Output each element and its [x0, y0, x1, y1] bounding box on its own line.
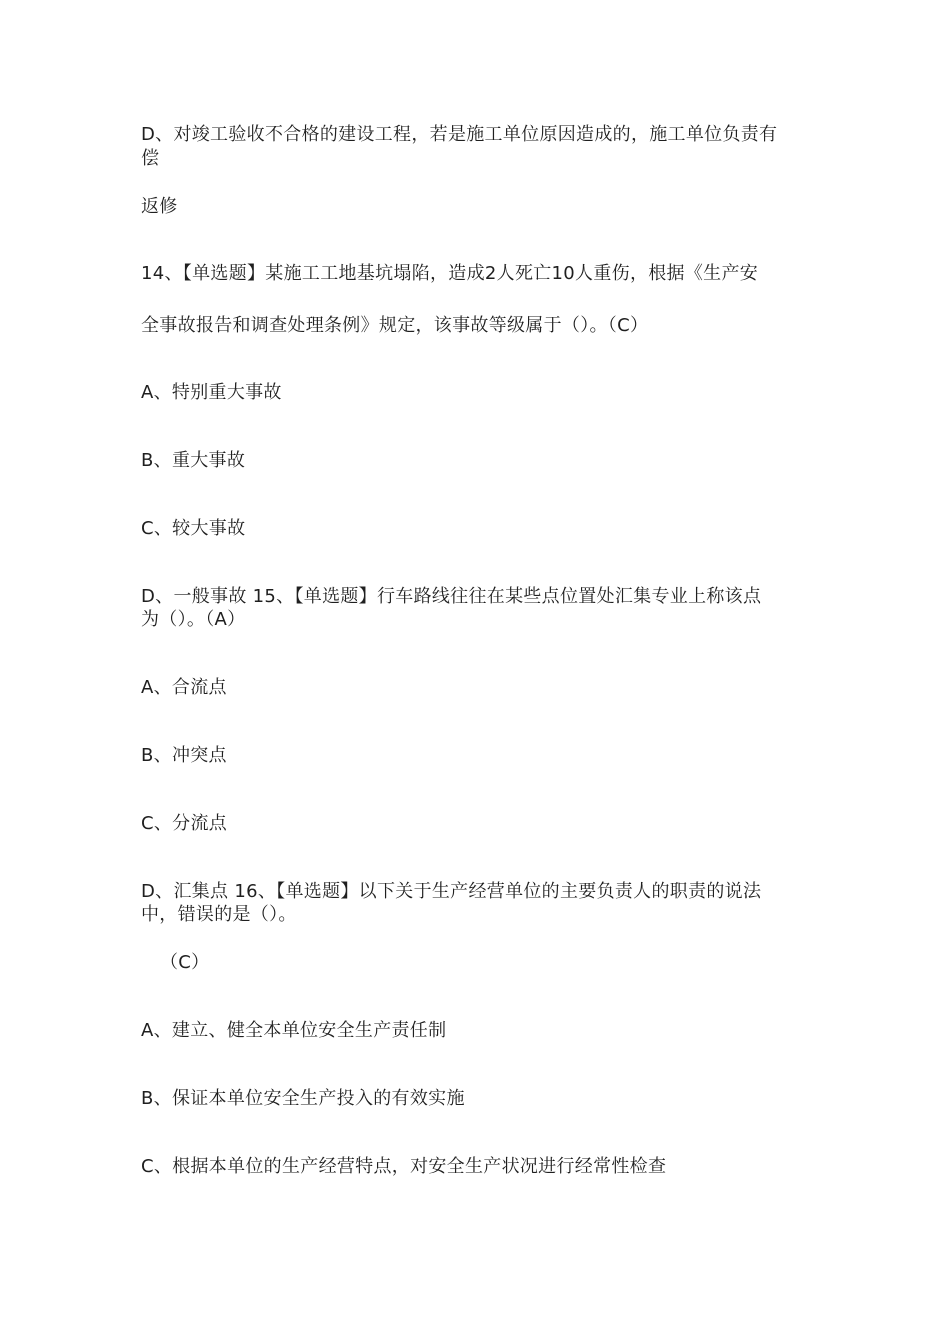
question-16-line: 中，错误的是（）。 [141, 904, 297, 925]
question-15-line: 为（）。（A） [141, 609, 246, 630]
option-b: B、重大事故 [141, 450, 246, 471]
option-c: C、根据本单位的生产经营特点，对安全生产状况进行经常性检查 [141, 1156, 667, 1177]
option-c: C、较大事故 [141, 518, 246, 539]
question-16-line: D、汇集点 16、【单选题】以下关于生产经营单位的主要负责人的职责的说法 [141, 881, 762, 902]
question-15-line: D、一般事故 15、【单选题】行车路线往往在某些点位置处汇集专业上称该点 [141, 586, 762, 607]
option-b: B、保证本单位安全生产投入的有效实施 [141, 1088, 465, 1109]
option-a: A、特别重大事故 [141, 382, 282, 403]
option-a: A、建立、健全本单位安全生产责任制 [141, 1020, 447, 1041]
question-14-line: 全事故报告和调查处理条例》规定，该事故等级属于（）。（C） [141, 315, 649, 336]
text-line: 偿 [141, 148, 160, 169]
answer-label: （C） [160, 952, 210, 973]
option-a: A、合流点 [141, 677, 227, 698]
question-14-line: 14、【单选题】某施工工地基坑塌陷，造成2人死亡10人重伤，根据《生产安 [141, 263, 759, 284]
text-line: 返修 [141, 196, 178, 217]
option-b: B、冲突点 [141, 745, 227, 766]
text-line: D、对竣工验收不合格的建设工程，若是施工单位原因造成的，施工单位负责有 [141, 124, 778, 145]
option-c: C、分流点 [141, 813, 228, 834]
